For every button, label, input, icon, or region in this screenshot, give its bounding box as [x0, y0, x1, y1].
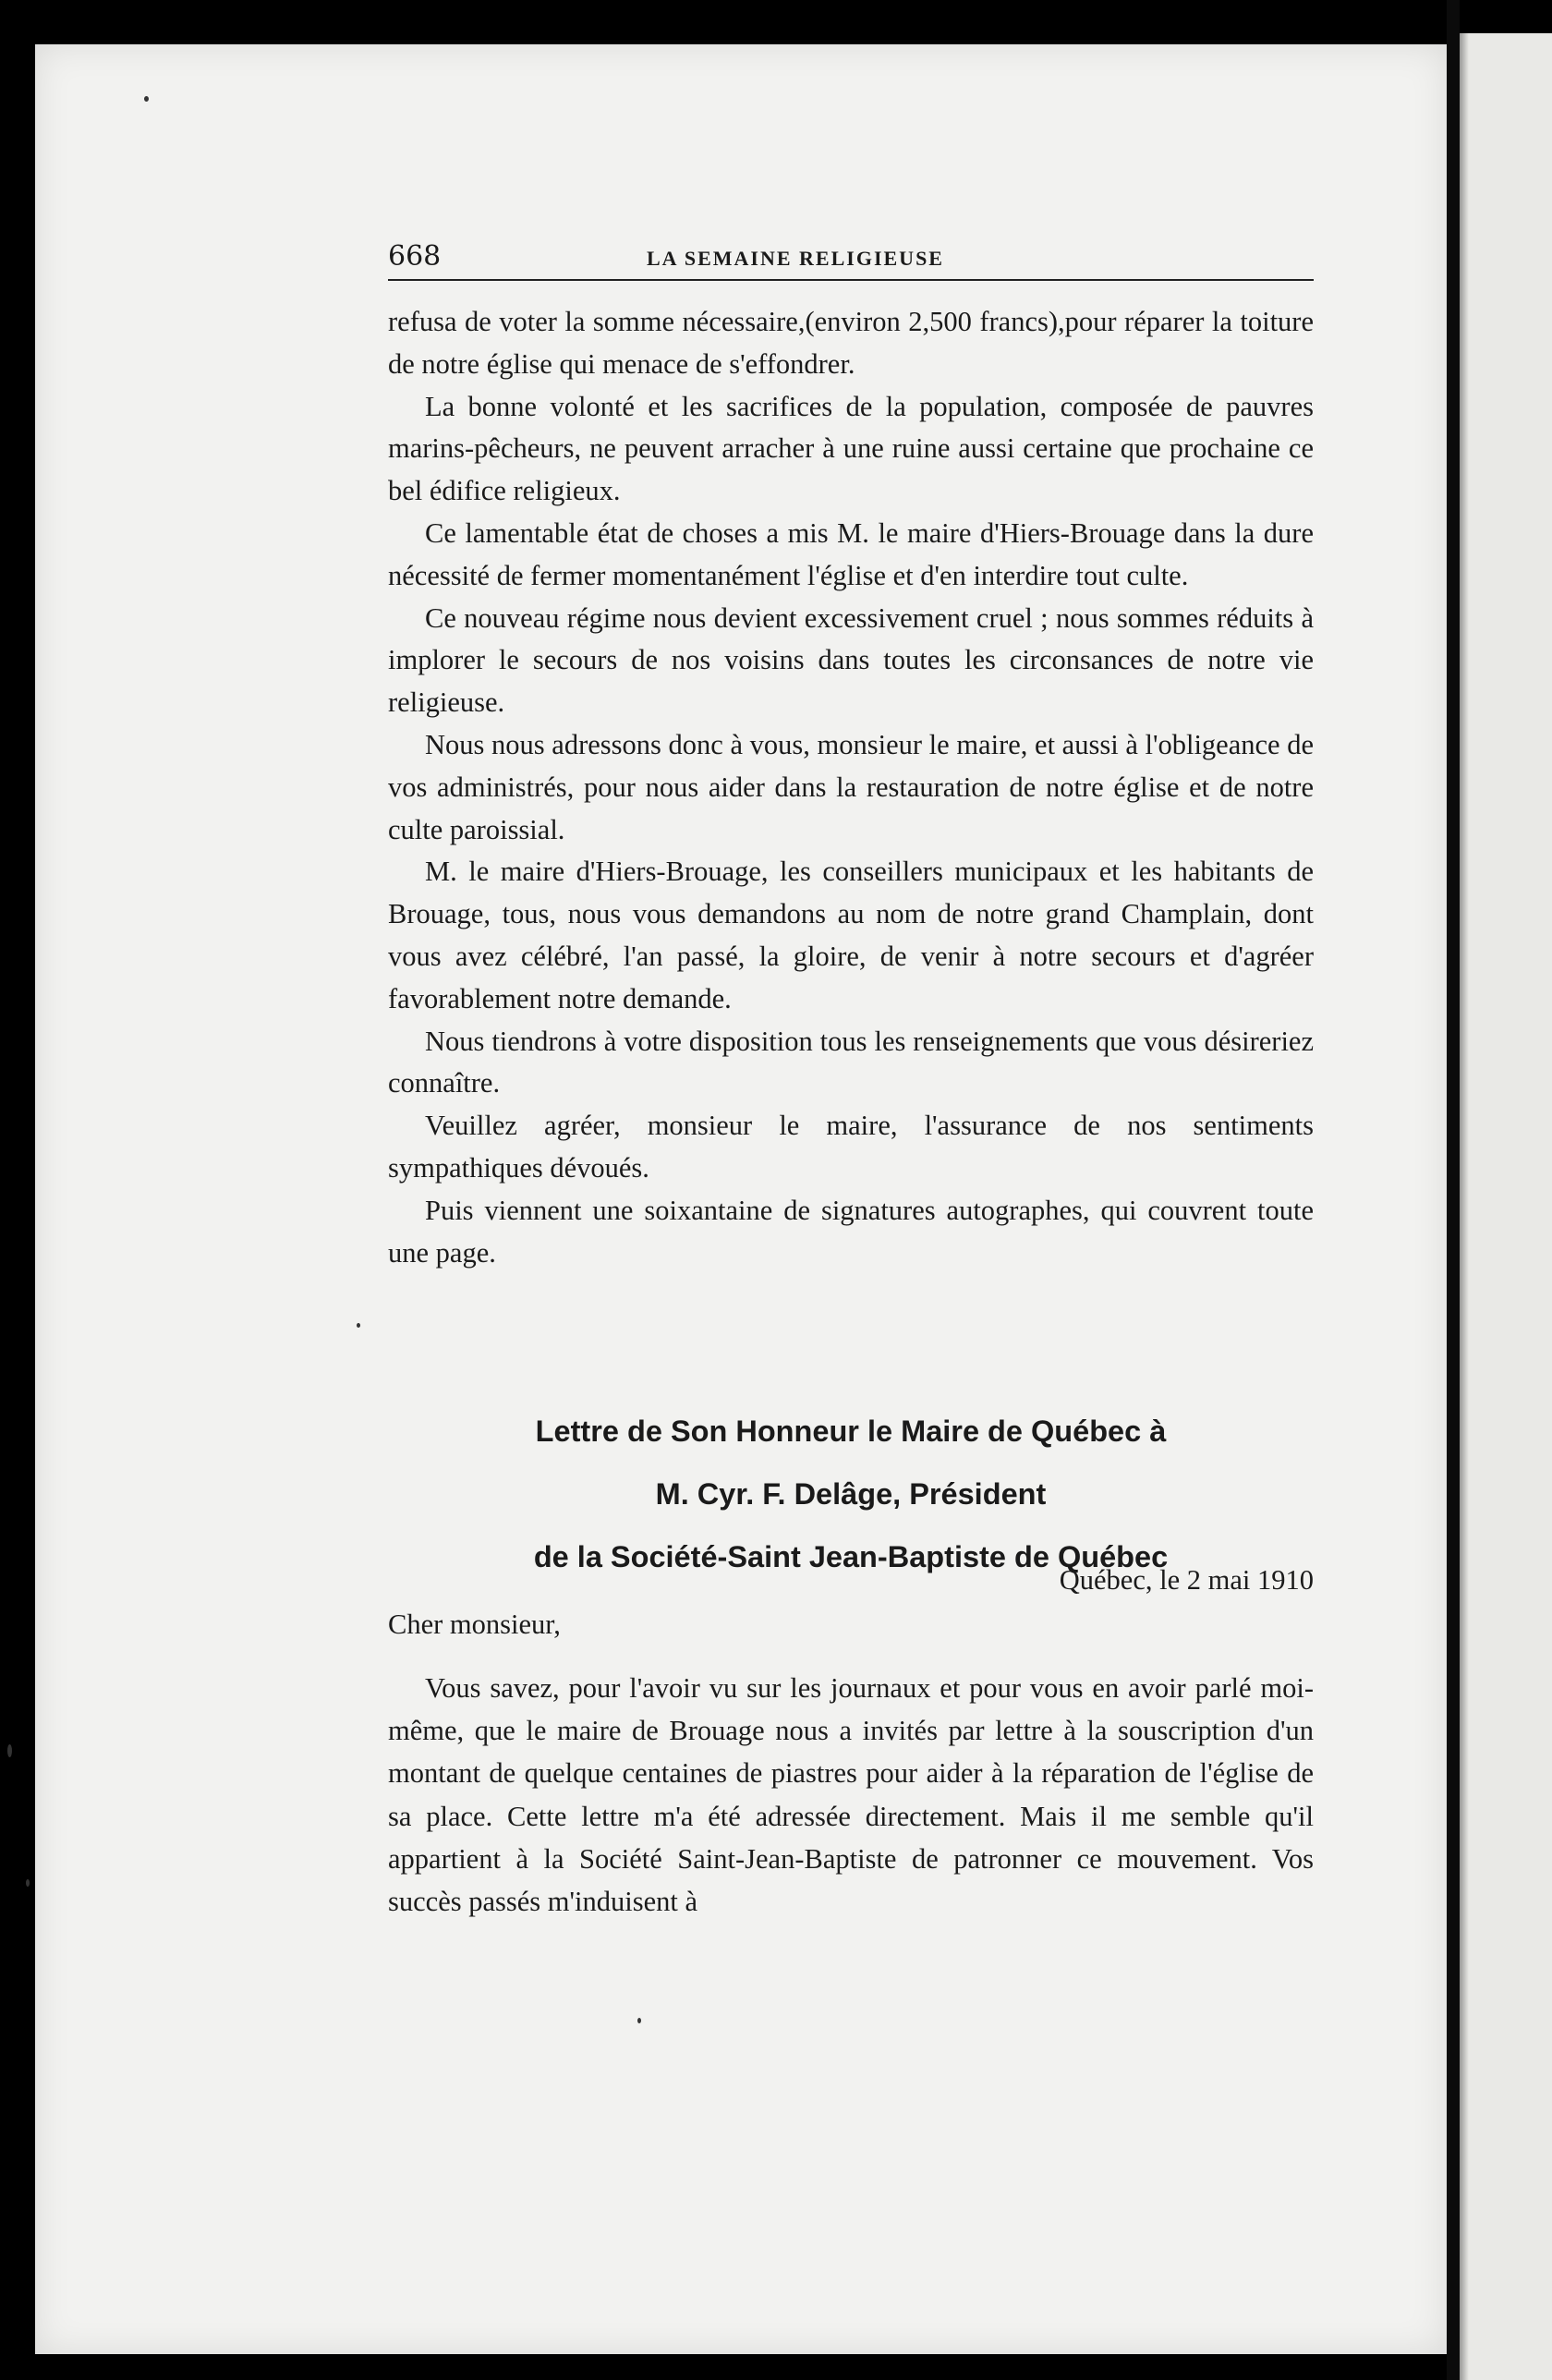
page-number: 668 [388, 240, 442, 273]
letter-dateline: Québec, le 2 mai 1910 [1059, 1564, 1314, 1596]
scan-speck [26, 1879, 30, 1887]
body-paragraph: Ce lamentable état de choses a mis M. le maire d'Hiers-Brouage dans la dure nécessité de fermer momentanément l'église et d'en interdire tout culte. [388, 516, 1314, 591]
body-paragraph: Ce nouveau régime nous devient excessivement cruel ; nous sommes réduits à implorer le secours de nos voisins dans toutes les circonsances de notre vie religieuse. [388, 601, 1314, 719]
scan-border-left [0, 0, 35, 2380]
page-gutter [1447, 0, 1460, 2380]
body-paragraph: refusa de voter la somme nécessaire,(environ 2,500 francs),pour réparer la toiture de notre église qui menace de s'effondrer. [388, 306, 1314, 380]
header-rule [388, 279, 1314, 281]
facing-page-edge [1460, 33, 1552, 2380]
running-head [388, 235, 1314, 279]
body-paragraph: M. le maire d'Hiers-Brouage, les conseillers municipaux et les habitants de Brouage, tous, nous vous demandons au nom de notre grand Champlain, dont vous avez célébré, l'an passé, la gloire, de venir à notre secours et d'agréer favorablement notre demande. [388, 856, 1314, 1014]
scan-speck [7, 1744, 12, 1757]
letter-heading-line: M. Cyr. F. Delâge, Président [655, 1477, 1047, 1511]
body-paragraph: Puis viennent une soixantaine de signatures autographes, qui couvrent toute une page. [388, 1194, 1314, 1269]
journal-title: LA SEMAINE RELIGIEUSE [647, 247, 944, 270]
letter-salutation: Cher monsieur, [388, 1609, 561, 1640]
letter-heading-line: Lettre de Son Honneur le Maire de Québec à [535, 1415, 1167, 1448]
body-paragraph: Nous tiendrons à votre disposition tous les renseignements que vous désireriez connaître. [388, 1025, 1314, 1099]
letter-paragraph: Vous savez, pour l'avoir vu sur les journaux et pour vous en avoir parlé moi-même, que le maire de Brouage nous a invités par lettre à la souscription d'un montant de quelque centaines de piastres pour aider à la réparation de l'église de sa place. Cette lettre m'a été adressée directement. Mais il me semble qu'il appartient à la Société Saint-Jean-Baptiste de patronner ce mouvement. Vos succès passés m'induisent à [388, 1672, 1314, 1918]
body-paragraph: Veuillez agréer, monsieur le maire, l'assurance de nos sentiments sympathiques dévoués. [388, 1110, 1314, 1184]
scan-speck [357, 1323, 360, 1328]
body-paragraph: La bonne volonté et les sacrifices de la population, composée de pauvres marins-pêcheurs, ne peuvent arracher à une ruine aussi certaine que prochaine ce bel édifice religieux. [388, 390, 1314, 507]
scan-speck [637, 2018, 641, 2023]
letter-heading-line: de la Société-Saint Jean-Baptiste de Québec [533, 1540, 1169, 1573]
body-text [388, 301, 1314, 1274]
body-paragraph: Nous nous adressons donc à vous, monsieur le maire, et aussi à l'obligeance de vos administrés, pour nous aider dans la restauration de notre église et de notre culte paroissial. [388, 728, 1314, 845]
scan-speck [144, 96, 149, 102]
letter-body [388, 1667, 1314, 1923]
